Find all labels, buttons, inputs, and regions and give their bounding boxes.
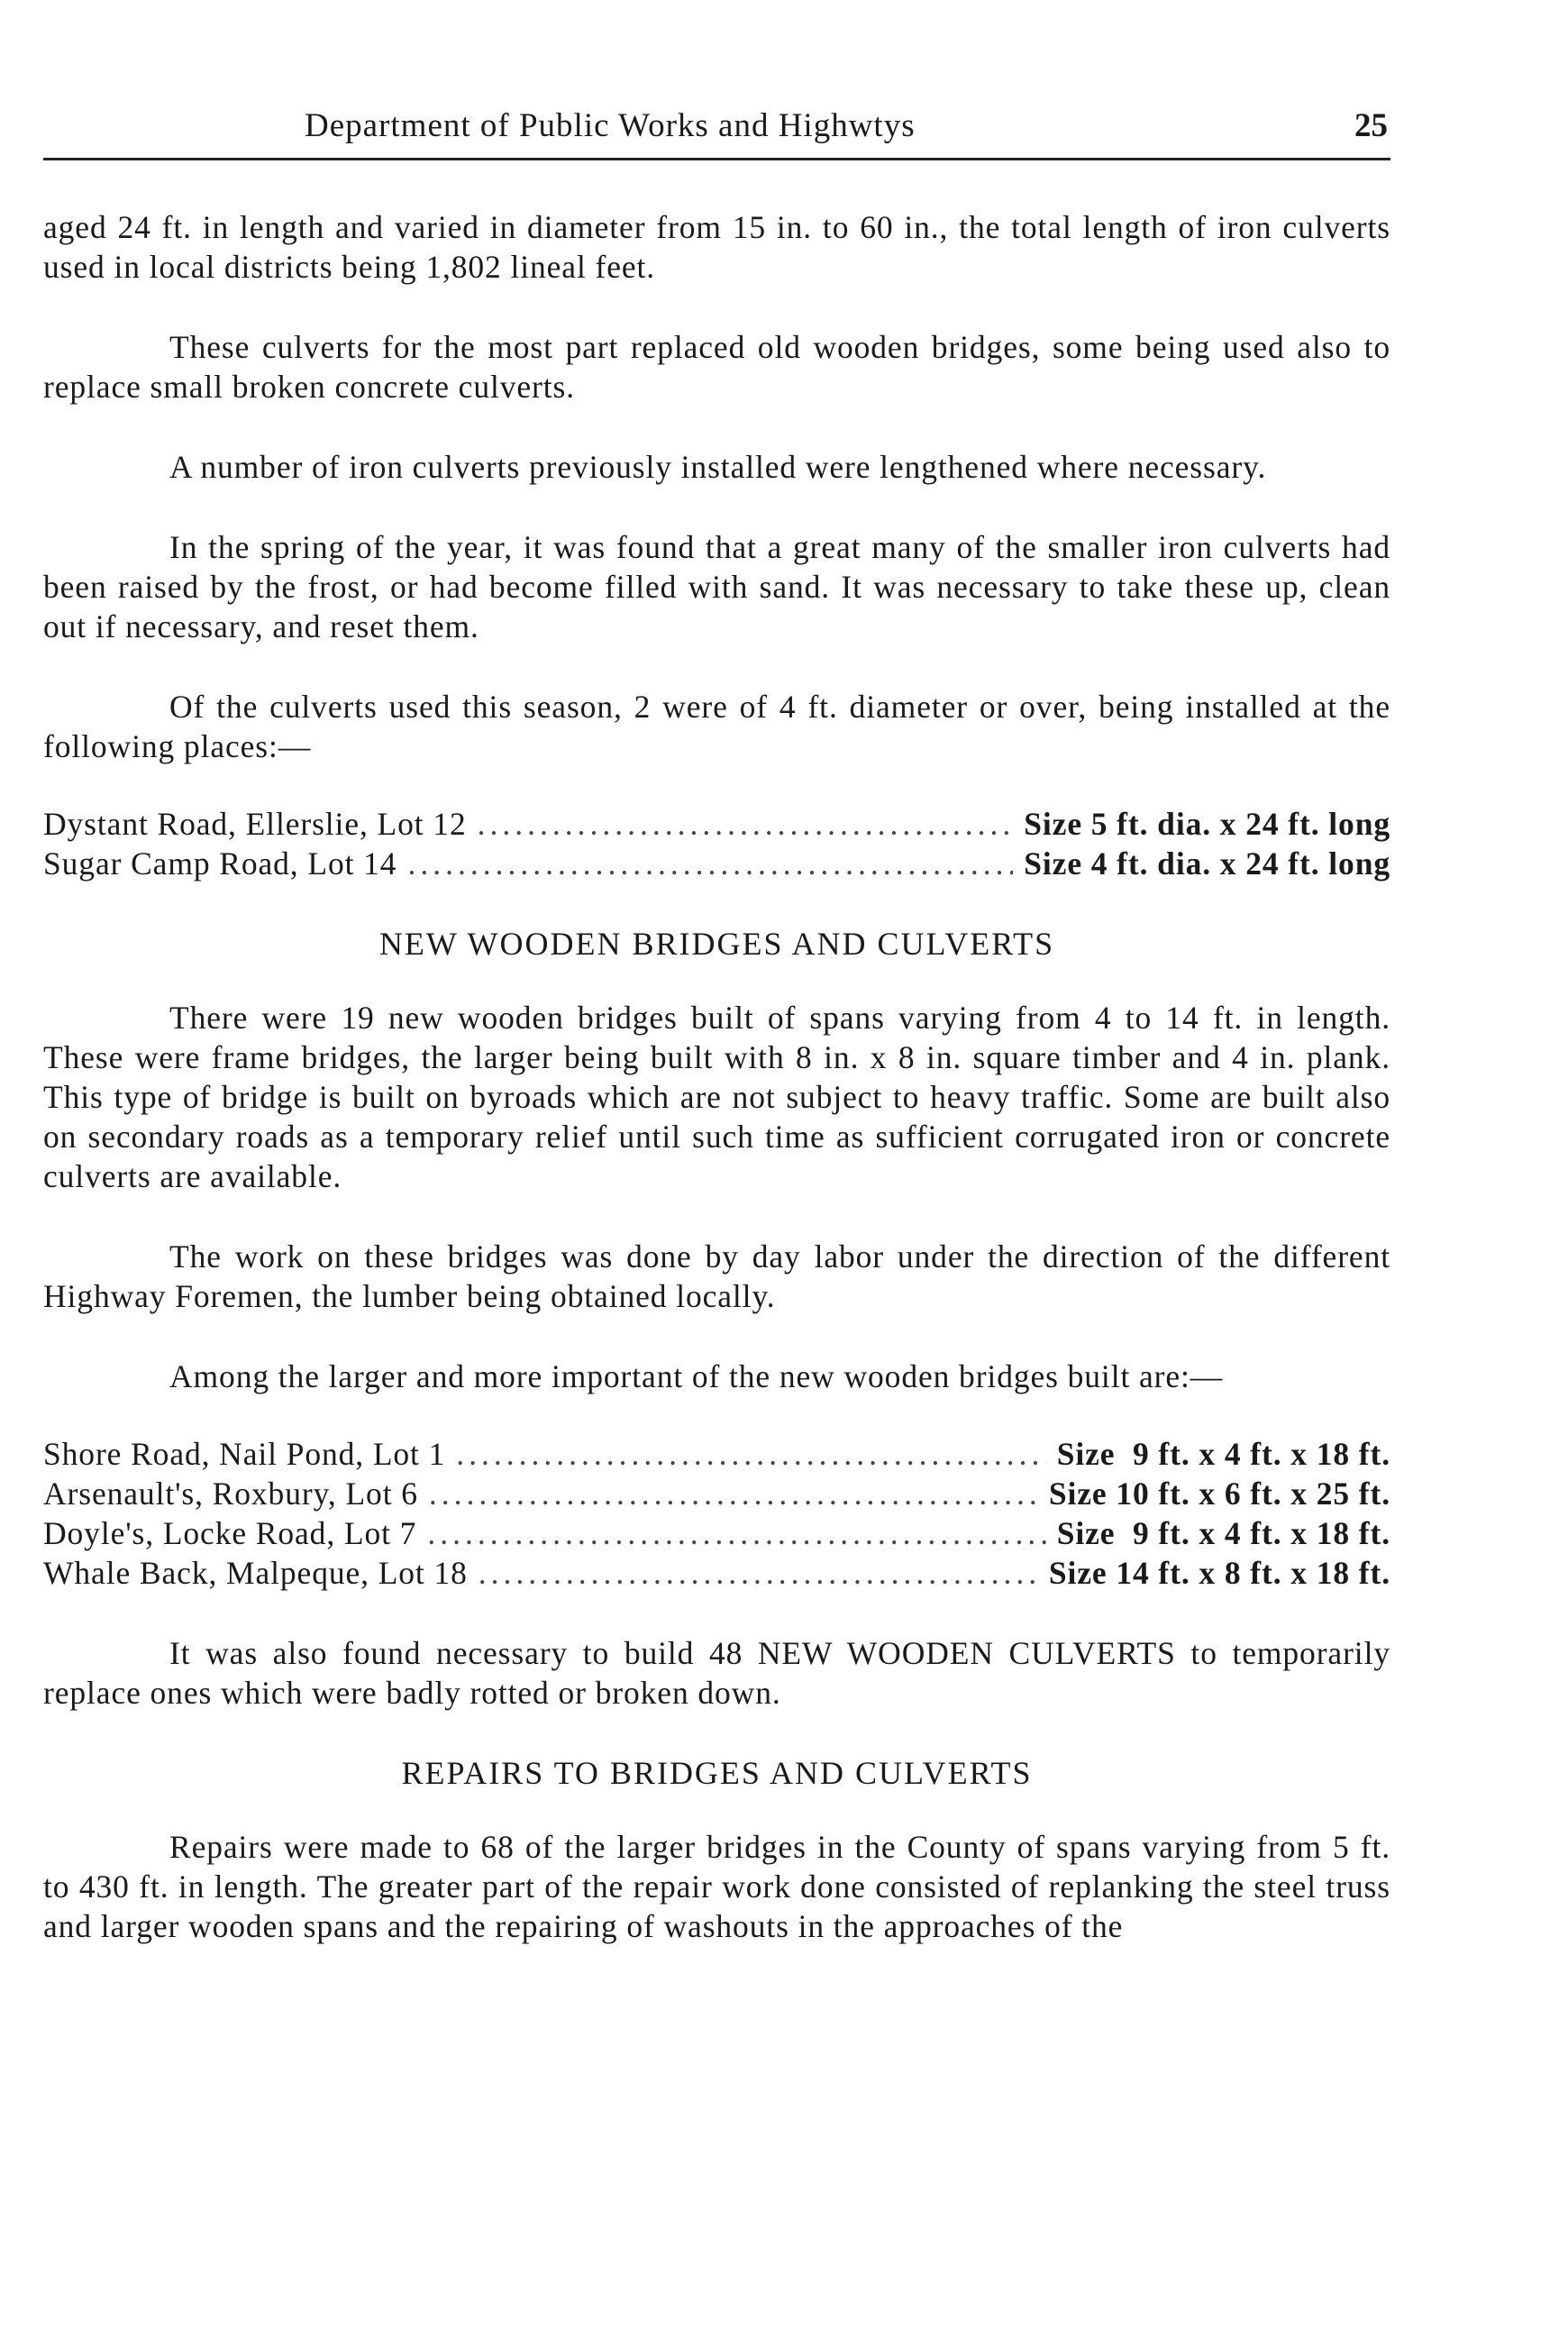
leader-dots [478, 804, 1014, 844]
list-item-location: Dystant Road, Ellerslie, Lot 12 [43, 806, 467, 842]
header-rule [43, 158, 1390, 160]
list-item-size: Size 14 ft. x 8 ft. x 18 ft. [1048, 1555, 1390, 1591]
list-item [43, 1553, 1390, 1593]
page-body [43, 207, 1390, 1987]
paragraph-7: The work on these bridges was done by day labor under the direction of the different Highway Foremen, the lumber being obtained locally. [43, 1238, 1390, 1314]
paragraph-9: It was also found necessary to build 48 NEW WOODEN CULVERTS to temporarily replace ones which were badly rotted or broken down. [43, 1635, 1390, 1711]
paragraph-10: Repairs were made to 68 of the larger bridges in the County of spans varying from 5 ft. to 430 ft. in length. The greater part of the repair work done consisted of replanking the steel truss and larger wooden spans and the repairing of washouts in the approaches of the [43, 1829, 1390, 1944]
leader-dots [427, 1513, 1045, 1553]
list-item [43, 844, 1390, 883]
list-item [43, 804, 1390, 844]
list-item [43, 1474, 1390, 1513]
header-title: Department of Public Works and Highwtys [305, 107, 916, 144]
bridges-list [43, 1434, 1390, 1593]
paragraph-8: Among the larger and more important of the new wooden bridges built are:— [169, 1358, 1224, 1394]
paragraph-1: aged 24 ft. in length and varied in diameter from 15 in. to 60 in., the total length of iron culverts used in local districts being 1,802 lineal feet. [43, 209, 1390, 285]
leader-dots [407, 844, 1013, 883]
running-header [43, 106, 1388, 151]
section-heading-new-bridges: NEW WOODEN BRIDGES AND CULVERTS [378, 926, 1055, 962]
paragraph-5: Of the culverts used this season, 2 were of 4 ft. diameter or over, being installed at the following places:— [43, 689, 1390, 764]
list-item-location: Sugar Camp Road, Lot 14 [43, 845, 397, 882]
list-item-location: Shore Road, Nail Pond, Lot 1 [43, 1436, 446, 1472]
list-item-location: Whale Back, Malpeque, Lot 18 [43, 1555, 468, 1591]
paragraph-6: There were 19 new wooden bridges built of spans varying from 4 to 14 ft. in length. These were frame bridges, the larger being built with 8 in. x 8 in. square timber and 4 in. plank. This type of bridge is built on byroads which are not subject to heavy traffic. Some are built also on secondary roads as a temporary relief until such time as sufficient corrugated iron or concrete culverts are available. [43, 1000, 1390, 1194]
leader-dots [456, 1434, 1045, 1474]
paragraph-3: A number of iron culverts previously installed were lengthened where necessary. [169, 449, 1267, 485]
leader-dots [479, 1553, 1038, 1593]
list-item-size: Size 4 ft. dia. x 24 ft. long [1024, 845, 1390, 882]
paragraph-4: In the spring of the year, it was found that a great many of the smaller iron culverts had been raised by the frost, or had become filled with sand. It was necessary to take these up, clean out if necessary, and reset them. [43, 529, 1390, 644]
list-item [43, 1434, 1390, 1474]
culverts-list [43, 804, 1390, 883]
section-heading-repairs: REPAIRS TO BRIDGES AND CULVERTS [401, 1755, 1033, 1791]
list-item-location: Doyle's, Locke Road, Lot 7 [43, 1515, 417, 1551]
page-number: 25 [1354, 107, 1388, 144]
list-item-size: Size 10 ft. x 6 ft. x 25 ft. [1048, 1476, 1390, 1512]
list-item-size: Size 9 ft. x 4 ft. x 18 ft. [1056, 1436, 1390, 1472]
list-item-size: Size 9 ft. x 4 ft. x 18 ft. [1056, 1515, 1390, 1551]
leader-dots [429, 1474, 1038, 1513]
paragraph-2: These culverts for the most part replaced old wooden bridges, some being used also to replace small broken concrete culverts. [43, 329, 1390, 405]
list-item [43, 1513, 1390, 1553]
list-item-size: Size 5 ft. dia. x 24 ft. long [1024, 806, 1390, 842]
list-item-location: Arsenault's, Roxbury, Lot 6 [43, 1476, 418, 1512]
